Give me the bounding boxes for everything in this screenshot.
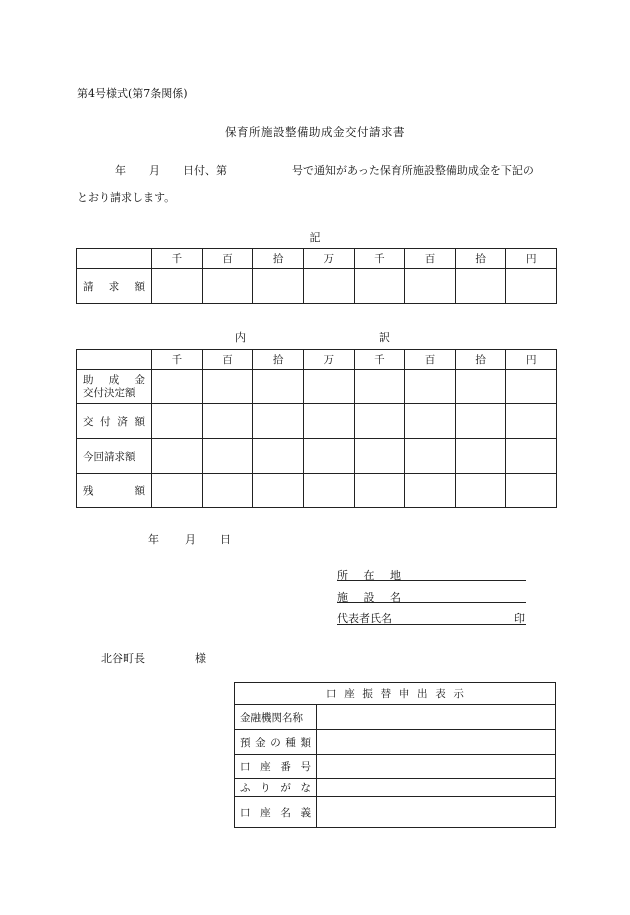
bank-transfer-table: [234, 682, 556, 828]
label-char: 交: [83, 415, 94, 428]
current-request-row: [77, 439, 557, 474]
header-blank-cell: [77, 350, 152, 370]
label-text: 金融機関名称: [240, 711, 303, 724]
label-char: が: [280, 782, 291, 794]
amount-cell[interactable]: [405, 474, 456, 508]
label-line-2: 交付決定額: [83, 386, 136, 399]
unit-cell: 万: [303, 350, 354, 370]
label-char: 地: [390, 569, 401, 582]
label-char: 金: [134, 373, 145, 386]
breakdown-heading-b: 訳: [379, 331, 390, 344]
deposit-type-field[interactable]: [317, 730, 556, 755]
label-char: 義: [300, 806, 311, 819]
representative-line[interactable]: [337, 624, 526, 625]
amount-cell[interactable]: [303, 269, 354, 304]
unit-cell: 円: [506, 249, 557, 269]
request-amount-table: [76, 248, 557, 304]
title-char: 替: [380, 688, 392, 700]
amount-cell[interactable]: [152, 404, 203, 439]
label-char: 在: [363, 569, 375, 582]
amount-cell[interactable]: [152, 370, 203, 404]
label-char: 設: [363, 591, 375, 604]
label-char: 請: [83, 280, 94, 293]
bank-name-row: [235, 705, 556, 730]
label-char: 額: [134, 485, 145, 497]
label-char: 助: [83, 373, 94, 386]
label-char: 口: [240, 761, 251, 773]
amount-cell[interactable]: [405, 269, 456, 304]
account-number-field[interactable]: [317, 755, 556, 779]
label-char: 求: [108, 280, 120, 293]
unit-cell: 円: [506, 350, 557, 370]
breakdown-table: [76, 349, 557, 508]
label-char: 成: [108, 373, 120, 386]
title-char: 出: [417, 688, 428, 700]
unit-cell: 千: [354, 350, 405, 370]
deposit-type-row: [235, 730, 556, 755]
facility-line[interactable]: [337, 602, 526, 603]
amount-cell[interactable]: [354, 404, 405, 439]
unit-cell: 拾: [455, 249, 506, 269]
row-label-current-request: [77, 439, 152, 474]
bank-title-cell: [235, 683, 556, 705]
unit-cell: 拾: [455, 350, 506, 370]
body-month: 月: [149, 164, 160, 177]
title-char: 振: [362, 688, 373, 700]
furigana-row: [235, 779, 556, 797]
request-amount-row: [77, 269, 557, 304]
unit-header-row: [77, 249, 557, 269]
unit-cell: 百: [405, 350, 456, 370]
body-notice-text: 号で通知があった保育所施設整備助成金を下記の: [292, 164, 534, 177]
title-char: 座: [344, 688, 355, 700]
label-char: 残: [83, 485, 94, 497]
amount-cell[interactable]: [455, 269, 506, 304]
amount-cell[interactable]: [253, 370, 304, 404]
label-char: 済: [117, 415, 128, 428]
label-char: 付: [100, 415, 111, 428]
label-char: 番: [280, 761, 291, 773]
bank-title-row: [235, 683, 556, 705]
breakdown-heading-a: 内: [235, 331, 246, 344]
label-char: り: [260, 782, 271, 794]
label-char: 施: [337, 591, 348, 604]
label-text: 今回請求額: [83, 450, 136, 463]
unit-header-row: [77, 350, 557, 370]
representative-label: 代表者氏名: [337, 612, 392, 625]
amount-cell[interactable]: [202, 269, 253, 304]
amount-cell[interactable]: [202, 439, 253, 474]
label-char: 所: [337, 569, 348, 582]
location-line[interactable]: [337, 580, 526, 581]
amount-cell[interactable]: [253, 439, 304, 474]
seal-mark: 印: [514, 612, 525, 625]
label-char: 種: [285, 736, 296, 749]
account-number-row: [235, 755, 556, 779]
title-char: 申: [398, 688, 410, 700]
amount-cell[interactable]: [506, 269, 557, 304]
unit-cell: 百: [202, 249, 253, 269]
amount-cell[interactable]: [405, 370, 456, 404]
unit-cell: 万: [303, 249, 354, 269]
bank-name-field[interactable]: [317, 705, 556, 730]
label-char: 額: [134, 280, 145, 293]
unit-cell: 百: [405, 249, 456, 269]
amount-cell[interactable]: [405, 404, 456, 439]
amount-cell[interactable]: [354, 370, 405, 404]
amount-cell[interactable]: [455, 370, 506, 404]
amount-cell[interactable]: [455, 404, 506, 439]
amount-cell[interactable]: [202, 474, 253, 508]
body-line-2: とおり請求します。: [77, 191, 176, 204]
label-char: ふ: [240, 782, 251, 794]
amount-cell[interactable]: [253, 269, 304, 304]
document-title: 保育所施設整備助成金交付請求書: [225, 125, 405, 139]
amount-cell[interactable]: [202, 404, 253, 439]
label-char: 預: [240, 736, 251, 749]
label-char: 座: [260, 806, 271, 819]
body-year: 年: [115, 164, 126, 177]
date-year: 年: [148, 533, 159, 546]
label-char: 額: [134, 415, 145, 428]
amount-cell[interactable]: [506, 404, 557, 439]
furigana-label: [235, 779, 317, 797]
grant-decision-row: [77, 370, 557, 404]
unit-cell: 千: [354, 249, 405, 269]
account-number-label: [235, 755, 317, 779]
label-char: の: [270, 736, 281, 749]
addressee-mayor: 北谷町長: [101, 652, 145, 665]
date-month: 月: [185, 533, 196, 546]
account-holder-row: [235, 797, 556, 828]
row-label-remaining: [77, 474, 152, 508]
amount-cell[interactable]: [303, 439, 354, 474]
ki-heading: 記: [309, 231, 321, 244]
remaining-row: [77, 474, 557, 508]
bank-name-label: [235, 705, 317, 730]
amount-cell[interactable]: [152, 474, 203, 508]
amount-cell[interactable]: [253, 474, 304, 508]
row-label-request-amount: [77, 269, 152, 304]
label-char: 口: [240, 806, 251, 819]
amount-cell[interactable]: [455, 474, 506, 508]
label-char: 名: [390, 591, 401, 604]
deposit-type-label: [235, 730, 317, 755]
header-blank-cell: [77, 249, 152, 269]
amount-cell[interactable]: [303, 404, 354, 439]
account-holder-label: [235, 797, 317, 828]
date-day: 日: [220, 533, 231, 546]
amount-cell[interactable]: [303, 370, 354, 404]
title-char: 表: [435, 688, 446, 700]
unit-cell: 千: [152, 249, 203, 269]
amount-cell[interactable]: [354, 439, 405, 474]
form-number: 第4号様式(第7条関係): [77, 87, 188, 100]
row-label-paid-amount: [77, 404, 152, 439]
amount-cell[interactable]: [506, 474, 557, 508]
row-label-grant-decision: [77, 370, 152, 404]
label-char: 金: [255, 736, 266, 749]
label-char: な: [300, 782, 311, 794]
amount-cell[interactable]: [455, 439, 506, 474]
account-holder-field[interactable]: [317, 797, 556, 828]
amount-cell[interactable]: [354, 474, 405, 508]
amount-cell[interactable]: [152, 439, 203, 474]
amount-cell[interactable]: [506, 439, 557, 474]
unit-cell: 千: [152, 350, 203, 370]
body-date-prefix: 日付、第: [183, 164, 227, 177]
label-char: 類: [300, 736, 311, 749]
label-char: 座: [260, 761, 271, 773]
addressee-honorific: 様: [195, 652, 206, 665]
amount-cell[interactable]: [253, 404, 304, 439]
paid-amount-row: [77, 404, 557, 439]
title-char: 口: [326, 688, 337, 700]
amount-cell[interactable]: [152, 269, 203, 304]
label-char: 号: [300, 761, 311, 773]
label-char: 名: [280, 806, 291, 819]
amount-cell[interactable]: [354, 269, 405, 304]
amount-cell[interactable]: [506, 370, 557, 404]
amount-cell[interactable]: [303, 474, 354, 508]
unit-cell: 百: [202, 350, 253, 370]
unit-cell: 拾: [253, 249, 304, 269]
furigana-field[interactable]: [317, 779, 556, 797]
amount-cell[interactable]: [405, 439, 456, 474]
amount-cell[interactable]: [202, 370, 253, 404]
unit-cell: 拾: [253, 350, 304, 370]
title-char: 示: [453, 688, 464, 700]
